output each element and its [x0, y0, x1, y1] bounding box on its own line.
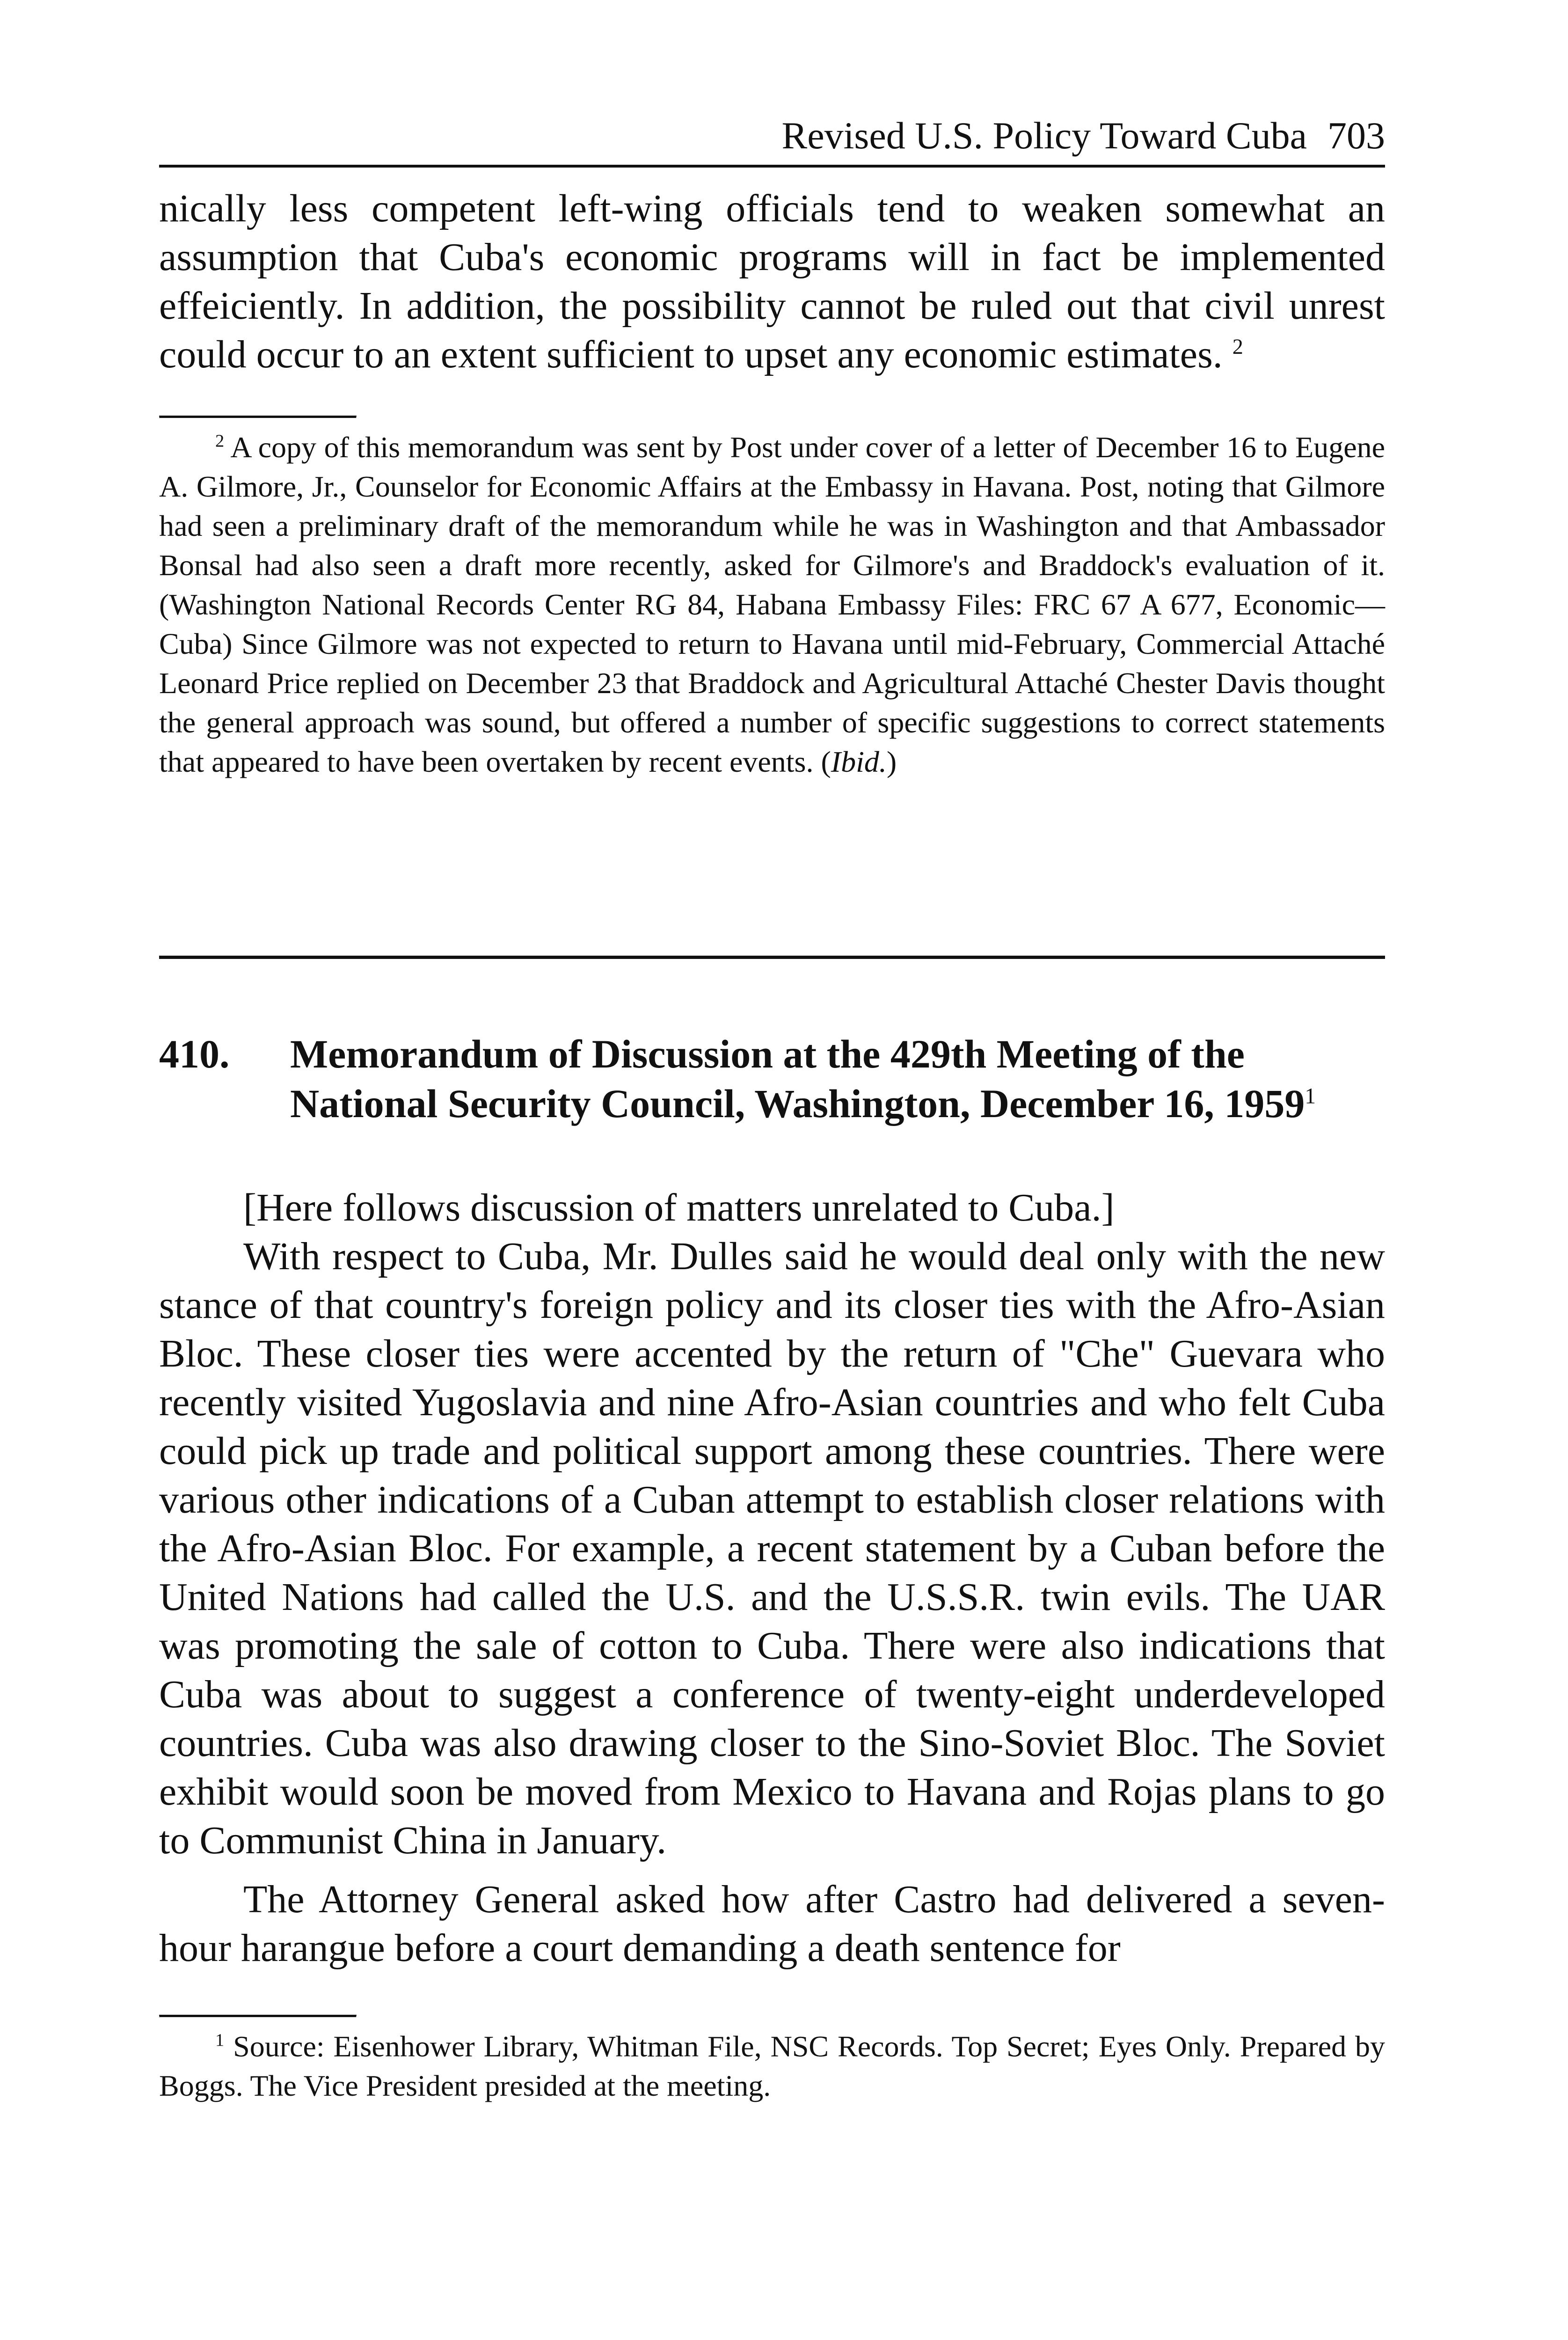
document-title: Memorandum of Discussion at the 429th Meeting of the National Security Council, Washington, December 16, 1959	[290, 1031, 1305, 1126]
continued-paragraph-text: nically less competent left-wing officials tend to weaken somewhat an assumption that Cuba's economic programs will in fact be implemented effeiciently. In addition, the possibility cannot be ruled out that civil unrest could occur to an extent sufficient to upset any economic estimates.	[159, 187, 1385, 376]
body-paragraph-1: With respect to Cuba, Mr. Dulles said he would deal only with the new stance of that country's foreign policy and its closer ties with the Afro-Asian Bloc. These closer ties were accented by the return of "Che" Guevara who recently visited Yugoslavia and nine Afro-Asian countries and who felt Cuba could pick up trade and political support among these countries. There were various other indications of a Cuban attempt to establish closer relations with the Afro-Asian Bloc. For example, a recent statement by a Cuban before the United Nations had called the U.S. and the U.S.S.R. twin evils. The UAR was promoting the sale of cotton to Cuba. There were also indications that Cuba was about to suggest a conference of twenty-eight underdeveloped countries. Cuba was also drawing closer to the Sino-Soviet Bloc. The Soviet exhibit would soon be moved from Mexico to Havana and Rojas plans to go to Communist China in January.	[159, 1235, 1385, 1862]
continued-paragraph	[159, 184, 1385, 379]
footnote-separator	[159, 416, 357, 418]
footnote-2-ibid: Ibid.	[831, 745, 887, 778]
body-paragraph-2: The Attorney General asked how after Castro had delivered a seven-hour harangue before a court demanding a death sentence for	[159, 1878, 1385, 1970]
running-head-title: Revised U.S. Policy Toward Cuba	[781, 114, 1307, 157]
footnote-separator-2	[159, 2015, 357, 2018]
footnote-reference-2[interactable]: 2	[1232, 335, 1243, 358]
running-head	[159, 112, 1385, 168]
document-title-wrap	[290, 1029, 1385, 1128]
section-divider	[159, 956, 1385, 959]
footnote-reference-1[interactable]: 1	[1305, 1084, 1316, 1109]
footnote-2-text: A copy of this memorandum was sent by Post under cover of a letter of December 16 to Eugene A. Gilmore, Jr., Counselor for Economic Affairs at the Embassy in Havana. Post, noting that Gilmore had seen a preliminary draft of the memorandum while he was in Washington and that Ambassador Bonsal had also seen a draft more recently, asked for Gilmore's and Braddock's evaluation of it. (Washington National Records Center RG 84, Habana Embassy Files: FRC 67 A 677, Economic—Cuba) Since Gilmore was not expected to return to Havana until mid-February, Commercial Attaché Leonard Price replied on December 23 that Braddock and Agricultural Attaché Chester Davis thought the general approach was sound, but offered a number of specific suggestions to correct statements that appeared to have been overtaken by recent events. (	[159, 431, 1386, 778]
page-number: 703	[1327, 114, 1385, 157]
footnote-2-closing: )	[886, 745, 897, 778]
footnote-1-mark: 1	[215, 2030, 225, 2050]
footnote-1-text: Source: Eisenhower Library, Whitman File, NSC Records. Top Secret; Eyes Only. Prepared by Boggs. The Vice President presided at the meeting.	[159, 2030, 1386, 2102]
footnote-2-mark: 2	[215, 431, 225, 451]
document-heading	[159, 1029, 1385, 1128]
footnote-2	[159, 428, 1385, 782]
document-number: 410.	[159, 1031, 230, 1076]
editorial-note: [Here follows discussion of matters unrelated to Cuba.]	[243, 1186, 1115, 1229]
footnote-1	[159, 2027, 1385, 2106]
book-page	[159, 112, 1385, 2106]
